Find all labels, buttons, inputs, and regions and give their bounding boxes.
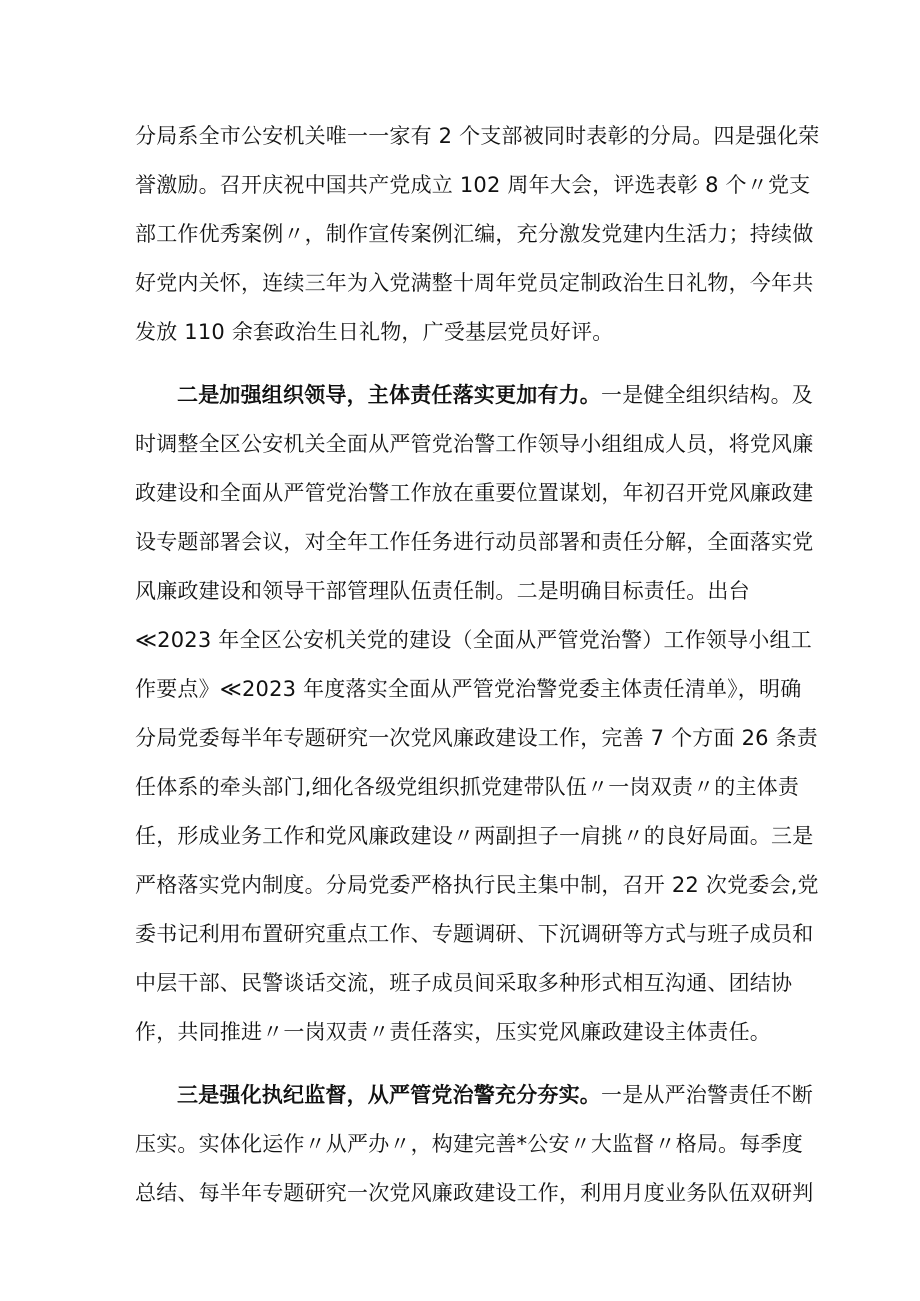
text-line: 分局党委每半年专题研究一次党风廉政建设工作，完善 7 个方面 26 条责 [135, 726, 818, 750]
text-line: 委书记利用布置研究重点工作、专题调研、下沉调研等方式与班子成员和 [135, 922, 814, 946]
text-line: 政建设和全面从严管党治警工作放在重要位置谋划，年初召开党风廉政建 [135, 481, 814, 505]
text-line: 发放 110 余套政治生日礼物，广受基层党员好评。 [135, 320, 614, 344]
text-run: 一是健全组织结构。及 [601, 383, 813, 407]
paragraph-3 [135, 1071, 814, 1218]
paragraph-2 [135, 371, 819, 1057]
text-line: 总结、每半年专题研究一次党风廉政建设工作，利用月度业务队伍双研判 [135, 1181, 814, 1205]
paragraph-1 [135, 112, 820, 357]
text-line: 设专题部署会议，对全年工作任务进行动员部署和责任分解，全面落实党 [135, 530, 814, 554]
paragraph-gap [135, 357, 795, 371]
text-line-first [135, 371, 813, 420]
text-line: 风廉政建设和领导干部管理队伍责任制。二是明确目标责任。出台 [135, 579, 750, 603]
text-line: 中层干部、民警谈话交流，班子成员间采取多种形式相互沟通、团结协 [135, 971, 793, 995]
document-body [135, 112, 820, 1218]
paragraph-gap [135, 1057, 795, 1071]
text-line: 任体系的牵头部门,细化各级党组织抓党建带队伍〃一岗双责〃的主体责 [135, 775, 800, 799]
text-line: 誉激励。召开庆祝中国共产党成立 102 周年大会，评选表彰 8 个〃党支 [135, 173, 811, 197]
text-line: 压实。实体化运作〃从严办〃，构建完善*公安〃大监督〃格局。每季度 [135, 1132, 803, 1156]
text-line: 部工作优秀案例〃，制作宣传案例汇编，充分激发党建内生活力；持续做 [135, 222, 814, 246]
text-line: ≪2023 年全区公安机关党的建设（全面从严管党治警）工作领导小组工 [135, 628, 812, 652]
text-line: 时调整全区公安机关全面从严管党治警工作领导小组组成人员，将党风廉 [135, 432, 814, 456]
text-line: 作，共同推进〃一岗双责〃责任落实，压实党风廉政建设主体责任。 [135, 1020, 771, 1044]
text-line: 任，形成业务工作和党风廉政建设〃两副担子一肩挑〃的良好局面。三是 [135, 824, 814, 848]
text-line: 好党内关怀，连续三年为入党满整十周年党员定制政治生日礼物，今年共 [135, 271, 814, 295]
text-line: 分局系全市公安机关唯一一家有 2 个支部被同时表彰的分局。四是强化荣 [135, 124, 820, 148]
paragraph-heading: 二是加强组织领导，主体责任落实更加有力。 [177, 383, 601, 407]
paragraph-heading: 三是强化执纪监督，从严管党治警充分夯实。 [177, 1083, 601, 1107]
text-line-first [135, 1071, 813, 1120]
text-run: 一是从严治警责任不断 [601, 1083, 813, 1107]
text-line: 作要点》≪2023 年度落实全面从严管党治警党委主体责任清单》，明确 [135, 677, 802, 701]
text-line: 严格落实党内制度。分局党委严格执行民主集中制，召开 22 次党委会,党 [135, 873, 819, 897]
